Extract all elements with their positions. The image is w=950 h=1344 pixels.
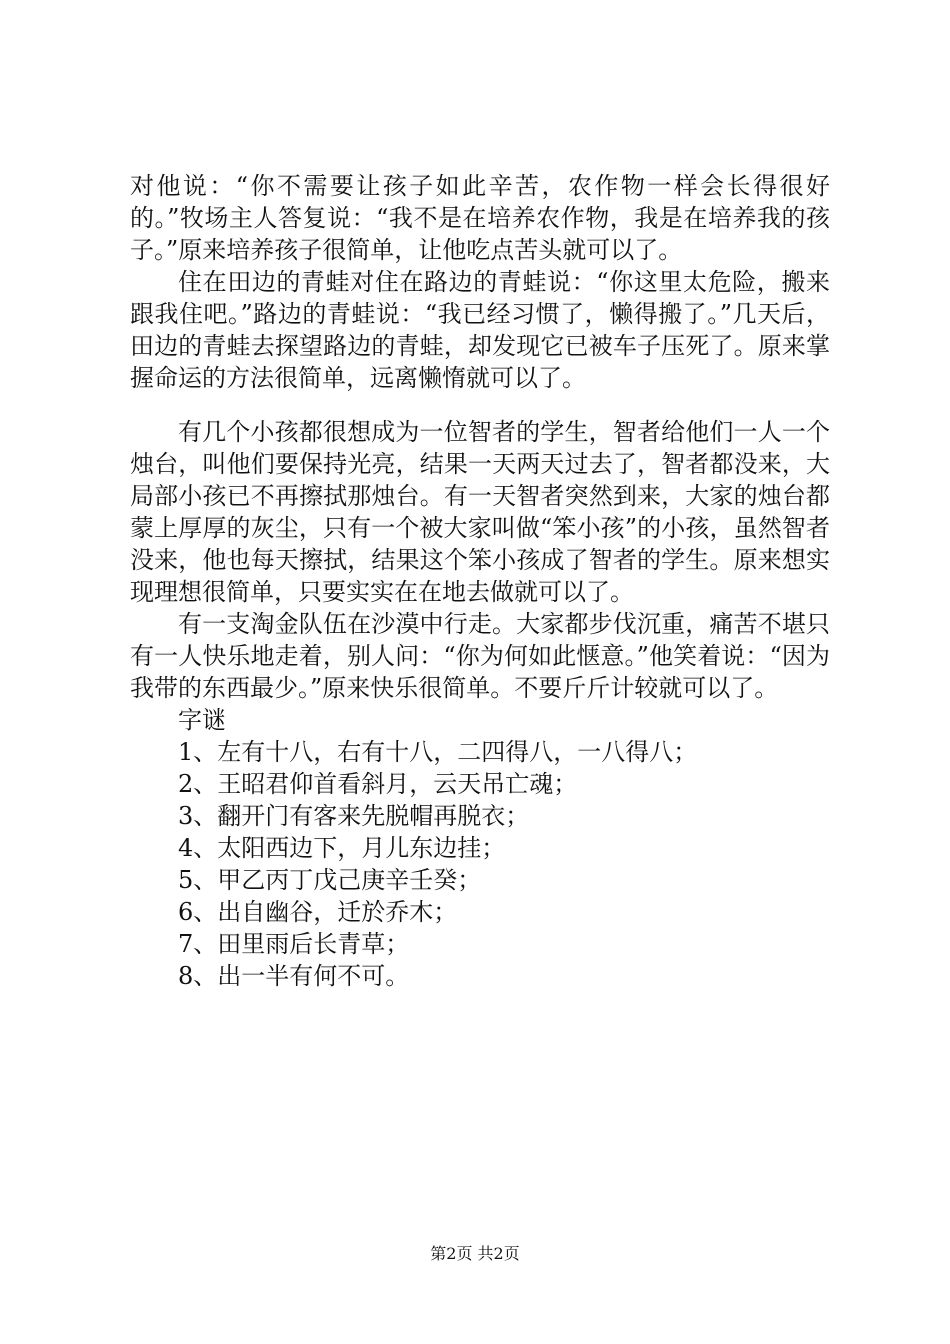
page-footer: 第2页 共2页 <box>430 1244 520 1263</box>
riddle-item: 3、翻开门有客来先脱帽再脱衣； <box>178 802 530 830</box>
riddle-item: 5、甲乙丙丁戊己庚辛壬癸； <box>178 866 482 894</box>
paragraph-gap <box>130 394 830 416</box>
riddle-item: 1、左有十八，右有十八，二四得八，一八得八； <box>178 738 698 766</box>
riddle-section-title: 字谜 <box>178 706 226 734</box>
riddle-item: 2、王昭君仰首看斜月，云天吊亡魂； <box>178 770 578 798</box>
riddle-list <box>130 736 830 992</box>
paragraph-gold-team: 有一支淘金队伍在沙漠中行走。大家都步伐沉重，痛苦不堪只有一人快乐地走着，别人问：“你为何如此惬意。”他笑着说：“因为我带的东西最少。”原来快乐很简单。不要斤斤计较就可以了。 <box>130 610 830 702</box>
document-body <box>130 170 830 992</box>
paragraph-pasture-owner: 对他说：“你不需要让孩子如此辛苦，农作物一样会长得很好的。”牧场主人答复说：“我不是在培养农作物，我是在培养我的孩子。”原来培养孩子很简单，让他吃点苦头就可以了。 <box>130 172 830 264</box>
riddle-item: 7、田里雨后长青草； <box>178 930 410 958</box>
riddle-item: 8、出一半有何不可。 <box>178 962 410 990</box>
riddle-item: 6、出自幽谷，迁於乔木； <box>178 898 458 926</box>
paragraph-candlestick: 有几个小孩都很想成为一位智者的学生，智者给他们一人一个烛台，叫他们要保持光亮，结果一天两天过去了，智者都没来，大局部小孩已不再擦拭那烛台。有一天智者突然到来，大家的烛台都蒙上厚厚的灰尘，只有一个被大家叫做“笨小孩”的小孩，虽然智者没来，他也每天擦拭，结果这个笨小孩成了智者的学生。原来想实现理想很简单，只要实实在在地去做就可以了。 <box>130 418 830 606</box>
riddle-item: 4、太阳西边下，月儿东边挂； <box>178 834 506 862</box>
paragraph-frogs: 住在田边的青蛙对住在路边的青蛙说：“你这里太危险，搬来跟我住吧。”路边的青蛙说：“我已经习惯了，懒得搬了。”几天后，田边的青蛙去探望路边的青蛙，却发现它已被车子压死了。原来掌握命运的方法很简单，远离懒惰就可以了。 <box>130 268 830 392</box>
